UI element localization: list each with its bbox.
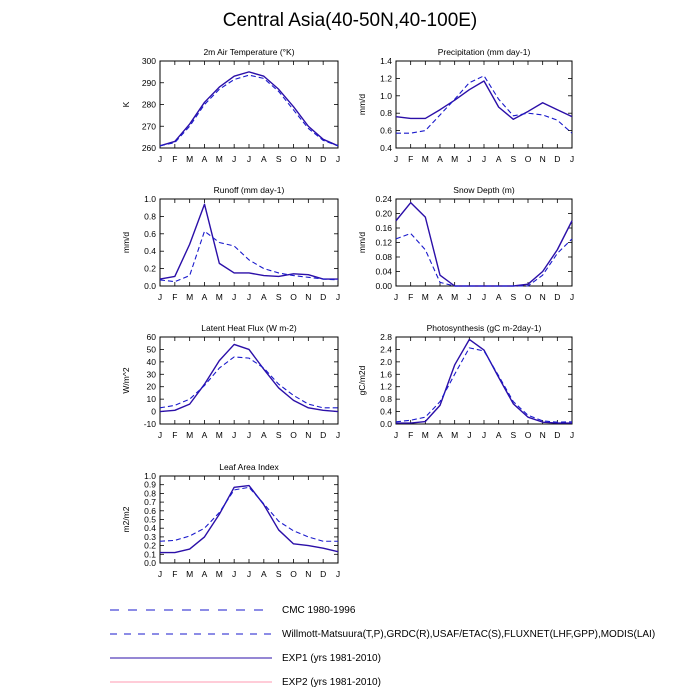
x-tick-label: J bbox=[246, 292, 252, 302]
y-tick-label: 0.3 bbox=[144, 531, 156, 542]
y-tick-label: 280 bbox=[141, 99, 156, 110]
x-tick-label: N bbox=[539, 430, 546, 440]
chart-panel-3 bbox=[121, 185, 340, 302]
panel-title: Runoff (mm day-1) bbox=[213, 185, 285, 195]
x-tick-label: M bbox=[215, 569, 223, 579]
series-line-exp1 bbox=[160, 344, 338, 411]
y-tick-label: 0.4 bbox=[380, 406, 392, 417]
x-tick-label: D bbox=[320, 569, 327, 579]
x-tick-label: M bbox=[215, 430, 223, 440]
y-tick-label: 1.0 bbox=[380, 90, 392, 101]
panel-title: 2m Air Temperature (°K) bbox=[203, 47, 295, 57]
x-tick-label: N bbox=[539, 292, 546, 302]
x-tick-label: J bbox=[393, 292, 399, 302]
x-tick-label: D bbox=[320, 430, 327, 440]
x-tick-label: N bbox=[305, 430, 312, 440]
y-tick-label: 0.4 bbox=[144, 246, 156, 257]
x-tick-label: M bbox=[215, 154, 223, 164]
chart-panel-4 bbox=[357, 185, 574, 302]
y-tick-label: 0.4 bbox=[144, 523, 156, 534]
x-tick-label: F bbox=[172, 569, 178, 579]
panel-title: Leaf Area Index bbox=[219, 462, 279, 472]
panel-title: Latent Heat Flux (W m-2) bbox=[201, 323, 297, 333]
y-tick-label: 0.6 bbox=[380, 125, 392, 136]
x-tick-label: O bbox=[290, 154, 297, 164]
x-tick-label: J bbox=[481, 430, 487, 440]
x-tick-label: A bbox=[437, 154, 443, 164]
x-tick-label: J bbox=[481, 154, 487, 164]
x-tick-label: O bbox=[290, 569, 297, 579]
series-line-exp1 bbox=[396, 203, 572, 286]
x-tick-label: S bbox=[275, 569, 282, 579]
x-tick-label: J bbox=[232, 154, 237, 164]
x-tick-label: M bbox=[451, 154, 459, 164]
plot-frame bbox=[396, 199, 572, 286]
y-tick-label: 0.9 bbox=[144, 479, 156, 490]
x-tick-label: A bbox=[260, 292, 267, 302]
x-tick-label: F bbox=[408, 154, 414, 164]
chart-panel-5 bbox=[121, 323, 340, 440]
x-tick-label: J bbox=[157, 569, 163, 579]
y-tick-label: 0.2 bbox=[144, 263, 156, 274]
x-tick-label: J bbox=[335, 292, 341, 302]
panel-title: Precipitation (mm day-1) bbox=[437, 47, 531, 57]
x-tick-label: S bbox=[510, 154, 517, 164]
x-tick-label: S bbox=[510, 292, 517, 302]
x-tick-label: A bbox=[201, 292, 208, 302]
y-tick-label: 0.5 bbox=[144, 514, 156, 525]
x-tick-label: J bbox=[481, 292, 487, 302]
x-tick-label: S bbox=[275, 430, 282, 440]
x-tick-label: J bbox=[246, 430, 252, 440]
x-tick-label: M bbox=[186, 569, 194, 579]
x-tick-label: M bbox=[421, 292, 429, 302]
x-tick-label: S bbox=[275, 154, 282, 164]
x-tick-label: S bbox=[510, 430, 517, 440]
x-tick-label: J bbox=[467, 430, 472, 440]
x-tick-label: A bbox=[260, 569, 267, 579]
x-tick-label: N bbox=[305, 569, 312, 579]
y-axis-label: K bbox=[121, 101, 131, 108]
x-tick-label: N bbox=[539, 154, 546, 164]
y-tick-label: 40 bbox=[146, 356, 156, 367]
y-tick-label: 1.2 bbox=[380, 73, 392, 84]
x-tick-label: J bbox=[335, 569, 341, 579]
series-line-obs bbox=[160, 357, 338, 408]
series-line-exp1 bbox=[396, 81, 572, 119]
x-tick-label: M bbox=[421, 154, 429, 164]
y-tick-label: 300 bbox=[141, 56, 156, 66]
x-tick-label: A bbox=[495, 154, 502, 164]
chart-panel-6 bbox=[357, 323, 574, 440]
x-tick-label: J bbox=[157, 154, 163, 164]
x-tick-label: M bbox=[186, 154, 194, 164]
y-tick-label: 0.20 bbox=[375, 208, 392, 219]
y-tick-label: 0.04 bbox=[375, 266, 392, 277]
chart-panel-7 bbox=[121, 462, 340, 579]
legend-label-obs: Willmott-Matsuura(T,P),GRDC(R),USAF/ETAC(S),FLUXNET(LHF,GPP),MODIS(LAI) bbox=[282, 629, 656, 640]
figure-title: Central Asia(40-50N,40-100E) bbox=[222, 10, 478, 31]
x-tick-label: A bbox=[260, 154, 267, 164]
plot-frame bbox=[160, 61, 338, 148]
y-axis-label: mm/d bbox=[357, 93, 367, 116]
y-tick-label: 1.0 bbox=[144, 194, 156, 204]
y-tick-label: 0.1 bbox=[144, 549, 156, 560]
x-tick-label: M bbox=[421, 430, 429, 440]
x-tick-label: A bbox=[201, 569, 208, 579]
x-tick-label: N bbox=[305, 154, 312, 164]
x-tick-label: N bbox=[305, 292, 312, 302]
x-tick-label: O bbox=[290, 430, 297, 440]
chart-panel-1 bbox=[121, 47, 340, 164]
panel-title: Photosynthesis (gC m-2day-1) bbox=[426, 323, 542, 333]
y-tick-label: 270 bbox=[141, 121, 156, 132]
x-tick-label: J bbox=[335, 154, 341, 164]
x-tick-label: M bbox=[186, 430, 194, 440]
x-tick-label: J bbox=[157, 430, 163, 440]
y-tick-label: 60 bbox=[146, 332, 156, 342]
x-tick-label: F bbox=[408, 430, 414, 440]
y-tick-label: 2.8 bbox=[380, 332, 392, 342]
x-tick-label: J bbox=[232, 430, 237, 440]
y-tick-label: 1.6 bbox=[380, 369, 392, 380]
x-tick-label: M bbox=[186, 292, 194, 302]
x-tick-label: M bbox=[215, 292, 223, 302]
y-tick-label: 20 bbox=[146, 381, 156, 392]
y-tick-label: 260 bbox=[141, 143, 156, 153]
panel-title: Snow Depth (m) bbox=[453, 185, 515, 195]
y-tick-label: 0.6 bbox=[144, 505, 156, 516]
y-tick-label: 0.6 bbox=[144, 228, 156, 239]
y-tick-label: 2.4 bbox=[380, 344, 392, 355]
series-line-exp1 bbox=[160, 486, 338, 553]
x-tick-label: S bbox=[275, 292, 282, 302]
x-tick-label: M bbox=[451, 430, 459, 440]
x-tick-label: A bbox=[437, 430, 443, 440]
x-tick-label: A bbox=[260, 430, 267, 440]
y-tick-label: 0.0 bbox=[144, 281, 156, 291]
legend-label-exp1: EXP1 (yrs 1981-2010) bbox=[282, 653, 381, 664]
x-tick-label: O bbox=[524, 154, 532, 164]
y-tick-label: 0.08 bbox=[375, 252, 392, 262]
x-tick-label: J bbox=[569, 292, 575, 302]
y-tick-label: 50 bbox=[146, 344, 156, 355]
x-tick-label: J bbox=[246, 154, 252, 164]
x-tick-label: F bbox=[172, 292, 178, 302]
x-tick-label: J bbox=[569, 154, 575, 164]
series-line-obs bbox=[160, 231, 338, 281]
legend-label-exp2: EXP2 (yrs 1981-2010) bbox=[282, 677, 381, 688]
x-tick-label: J bbox=[335, 430, 341, 440]
x-tick-label: D bbox=[554, 292, 561, 302]
x-tick-label: D bbox=[554, 154, 561, 164]
series-line-obs bbox=[160, 487, 338, 541]
y-axis-label: m2/m2 bbox=[121, 506, 131, 533]
x-tick-label: J bbox=[246, 569, 252, 579]
y-tick-label: 0 bbox=[151, 406, 156, 417]
y-axis-label: gC/m2d bbox=[357, 365, 367, 396]
x-tick-label: J bbox=[157, 292, 163, 302]
x-tick-label: A bbox=[201, 154, 208, 164]
y-tick-label: 1.4 bbox=[380, 56, 392, 66]
y-tick-label: 0.8 bbox=[144, 211, 156, 222]
x-tick-label: A bbox=[437, 292, 443, 302]
x-tick-label: F bbox=[172, 430, 178, 440]
y-tick-label: 2.0 bbox=[380, 356, 392, 367]
y-tick-label: 0.4 bbox=[380, 143, 392, 153]
y-tick-label: 0.8 bbox=[144, 488, 156, 499]
x-tick-label: O bbox=[290, 292, 297, 302]
y-tick-label: 0.16 bbox=[375, 223, 392, 233]
y-axis-label: mm/d bbox=[121, 231, 131, 254]
x-tick-label: J bbox=[569, 430, 575, 440]
y-tick-label: 0.12 bbox=[375, 237, 392, 248]
x-tick-label: J bbox=[393, 430, 399, 440]
chart-panel-2 bbox=[357, 47, 574, 164]
y-tick-label: 0.2 bbox=[144, 540, 156, 551]
x-tick-label: A bbox=[201, 430, 208, 440]
x-tick-label: D bbox=[320, 154, 327, 164]
y-tick-label: 30 bbox=[146, 369, 156, 380]
x-tick-label: A bbox=[495, 430, 502, 440]
x-tick-label: D bbox=[554, 430, 561, 440]
series-line-exp1 bbox=[160, 204, 338, 279]
y-tick-label: 0.8 bbox=[380, 108, 392, 119]
y-tick-label: 1.0 bbox=[144, 471, 156, 481]
x-tick-label: O bbox=[524, 292, 532, 302]
x-tick-label: O bbox=[524, 430, 532, 440]
x-tick-label: J bbox=[467, 292, 472, 302]
x-tick-label: J bbox=[393, 154, 399, 164]
series-line-obs bbox=[396, 348, 572, 422]
y-axis-label: W/m^2 bbox=[121, 367, 131, 394]
x-tick-label: M bbox=[451, 292, 459, 302]
y-tick-label: 0.7 bbox=[144, 497, 156, 508]
y-tick-label: 10 bbox=[146, 394, 156, 405]
legend-label-cmc: CMC 1980-1996 bbox=[282, 605, 356, 616]
y-tick-label: 1.2 bbox=[380, 381, 392, 392]
y-tick-label: 290 bbox=[141, 77, 156, 88]
x-tick-label: D bbox=[320, 292, 327, 302]
x-tick-label: J bbox=[232, 292, 237, 302]
y-tick-label: 0.8 bbox=[380, 394, 392, 405]
y-tick-label: -10 bbox=[143, 419, 156, 429]
series-line-obs bbox=[396, 233, 572, 286]
x-tick-label: F bbox=[408, 292, 414, 302]
x-tick-label: F bbox=[172, 154, 178, 164]
x-tick-label: A bbox=[495, 292, 502, 302]
series-line-obs bbox=[160, 75, 338, 146]
y-tick-label: 0.0 bbox=[380, 419, 392, 429]
series-line-exp1 bbox=[160, 72, 338, 146]
x-tick-label: J bbox=[232, 569, 237, 579]
y-tick-label: 0.24 bbox=[375, 194, 392, 204]
x-tick-label: J bbox=[467, 154, 472, 164]
y-tick-label: 0.0 bbox=[144, 558, 156, 568]
y-tick-label: 0.00 bbox=[375, 281, 392, 291]
y-axis-label: mm/d bbox=[357, 231, 367, 254]
